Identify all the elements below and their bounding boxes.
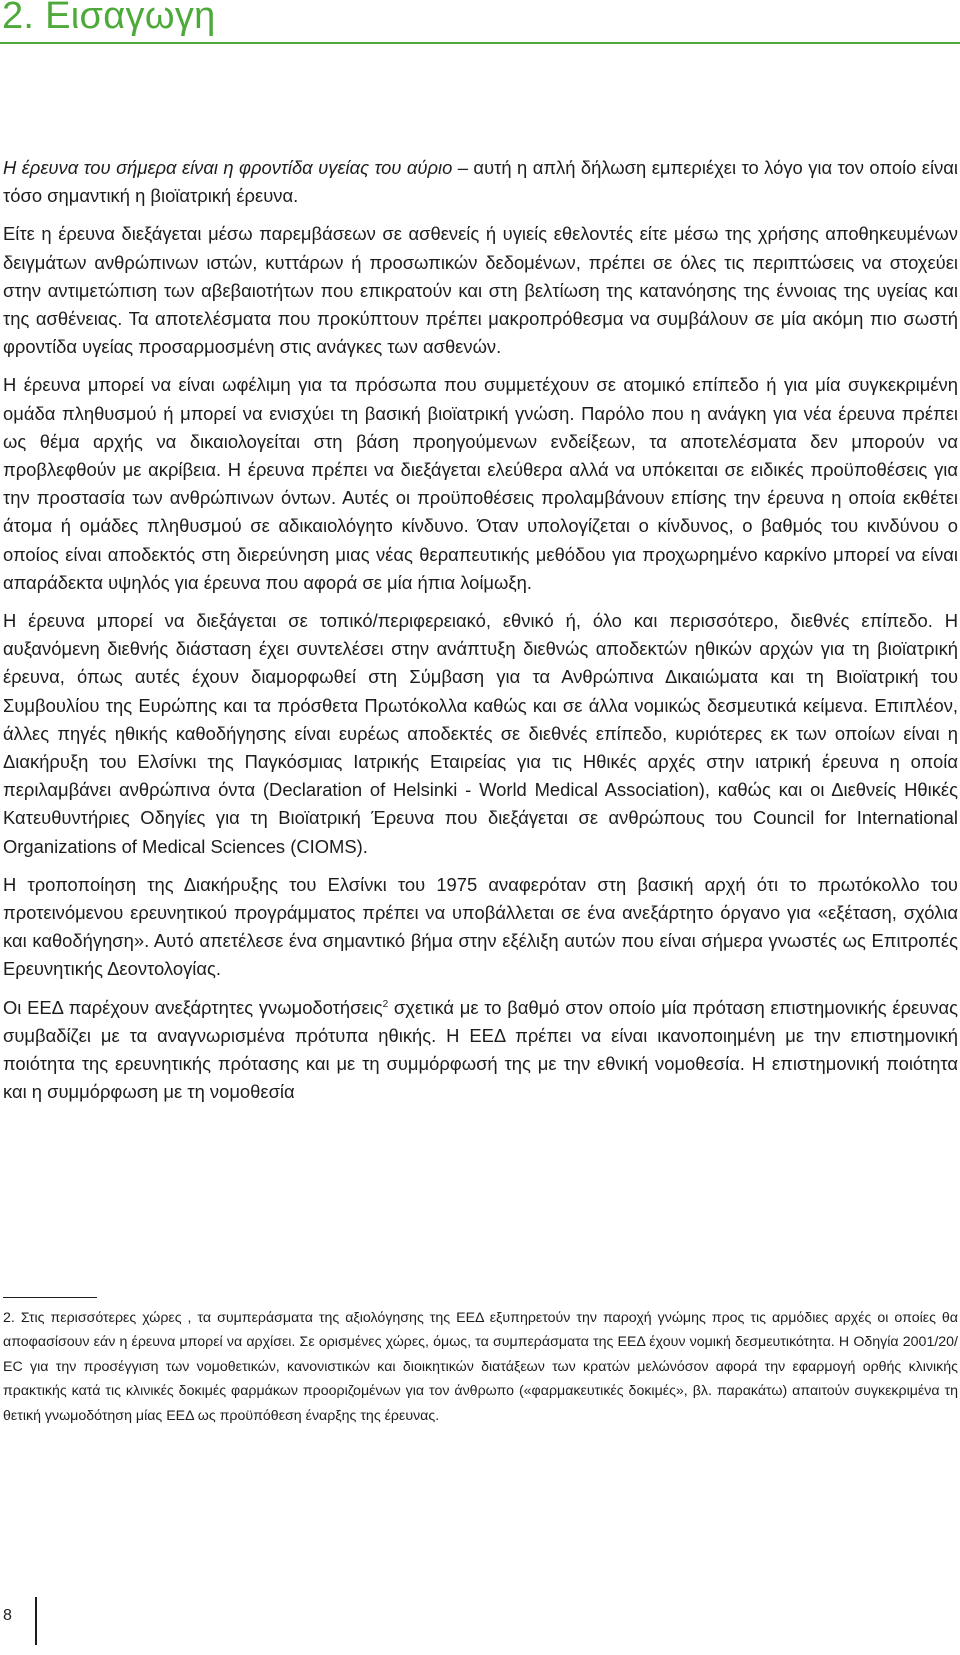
section-heading: 2. Εισαγωγη: [2, 0, 216, 37]
paragraph-5: [3, 994, 958, 1107]
intro-paragraph: [3, 154, 958, 210]
footnote-divider: [3, 1297, 97, 1298]
heading-underline: [0, 42, 960, 44]
paragraph-4: Η τροποποίηση της Διακήρυξης του Ελσίνκι του 1975 αναφερόταν στη βασική αρχή ότι το πρωτόκολλο του προτεινόμενου ερευνητικού προγράμματος πρέπει να υποβάλλεται σε ένα ανεξάρτητο όργανο για «εξέταση, σχόλια και καθοδήγηση». Αυτό απετέλεσε ένα σημαντικό βήμα στην εξέλιξη αυτών που είναι σήμερα γνωστές ως Επιτροπές Ερευνητικής Δεοντολογίας.: [3, 873, 958, 980]
intro-quote: Η έρευνα του σήμερα είναι η φροντίδα υγείας του αύριο: [3, 157, 453, 178]
body-text: [3, 154, 958, 1117]
intro-rest: – αυτή η απλή δήλωση εμπεριέχει το λόγο για τον οποίο είναι τόσο σημαντική η βιοϊατρική έρευνα.: [3, 157, 959, 207]
paragraph-5-end: σχετικά με το βαθμό στον οποίο μία πρόταση επιστημονικής έρευνας συμβαδίζει με τα αναγνωρισμένα πρότυπα ηθικής. Η ΕΕΔ πρέπει να είναι ικανοποιημένη με την επιστημονική ποιότητα της ερευνητικής πρότασης και με τη συμμόρφωσή της με την εθνική νομοθεσία. Η επιστημονική ποιότητα και η συμμόρφωση με τη νομοθεσία: [3, 996, 958, 1103]
footnote-reference[interactable]: 2: [382, 998, 389, 1010]
paragraph-2: Η έρευνα μπορεί να είναι ωφέλιμη για τα πρόσωπα που συμμετέχουν σε ατομικό επίπεδο ή για μία συγκεκριμένη ομάδα πληθυσμού ή μπορεί να ενισχύει τη βασική βιοϊατρική γνώση. Παρόλο που η ανάγκη για νέα έρευνα πρέπει ως θέμα αρχής να δικαιολογείται στη βάση προηγούμενων ενδείξεων, τα αποτελέσματα δεν μπορούν να προβλεφθούν με ακρίβεια. Η έρευνα πρέπει να διεξάγεται ελεύθερα αλλά να υπόκειται σε ειδικές προϋποθέσεις για την προστασία των ανθρώπινων όντων. Αυτές οι προϋποθέσεις προλαμβάνουν επίσης την έρευνα η οποία εκθέτει άτομα ή ομάδες πληθυσμού σε αδικαιολόγητο κίνδυνο. Όταν υπολογίζεται ο κίνδυνος, ο βαθμός του κινδύνου ο οποίος είναι αποδεκτός στη διερεύνηση μιας νέας θεραπευτικής μεθόδου για προχωρημένο καρκίνο μπορεί να είναι απαράδεκτα υψηλός για έρευνα που αφορά σε μία ήπια λοίμωξη.: [3, 374, 958, 593]
paragraph-3: Η έρευνα μπορεί να διεξάγεται σε τοπικό/περιφερειακό, εθνικό ή, όλο και περισσότερο, διεθνές επίπεδο. Η αυξανόμενη διεθνής διάσταση έχει συντελέσει στην ανάπτυξη διεθνώς αποδεκτών ηθικών αρχών για τη βιοϊατρική έρευνα, όπως αυτές έχουν διαμορφωθεί στη Σύμβαση για τα Ανθρώπινα Δικαιώματα και τη Βιοϊατρική του Συμβουλίου της Ευρώπης και τα πρόσθετα Πρωτόκολλα καθώς και σε άλλα νομικώς δεσμευτικά κείμενα. Επιπλέον, άλλες πηγές ηθικής καθοδήγησης είναι ευρέως αποδεκτές σε διεθνές επίπεδο, κυριότερες εκ των οποίων είναι η Διακήρυξη του Ελσίνκι της Παγκόσμιας Ιατρικής Εταιρείας για τις Ηθικές αρχές στην ιατρική έρευνα η οποία περιλαμβάνει ανθρώπινα όντα (Declaration of Helsinki - World Medical Association), καθώς και οι Διεθνείς Ηθικές Κατευθυντήριες Οδηγίες για τη Βιοϊατρική Έρευνα που διεξάγεται σε ανθρώπους του Council for International Organizations of Medical Sciences (CIOMS).: [3, 610, 958, 857]
footnote: 2. Στις περισσότερες χώρες , τα συμπεράσματα της αξιολόγησης της ΕΕΔ εξυπηρετούν την παροχή γνώμης προς τις αρμόδιες αρχές οι οποίες θα αποφασίσουν εάν η έρευνα μπορεί να αρχίσει. Σε ορισμένες χώρες, όμως, τα συμπεράσματα της ΕΕΔ έχουν νομική δεσμευτικότητα. Η Οδηγία 2001/20/ΕC για την προσέγγιση των νομοθετικών, κανονιστικών και διοικητικών διατάξεων των κρατών μελώνόσον αφορά την εφαρμογή ορθής κλινικής πρακτικής κατά τις κλινικές δοκιμές φαρμάκων προοριζομένων για τον άνθρωπο («φαρμακευτικές δοκιμές», βλ. παρακάτω) απαιτούν συγκεκριμένα τη θετική γνωμοδότηση μίας ΕΕΔ ως προϋπόθεση έναρξης της έρευνας.: [3, 1310, 958, 1424]
page-number: 8: [3, 1607, 12, 1624]
page-number-bar: [35, 1597, 37, 1645]
paragraph-1: Είτε η έρευνα διεξάγεται μέσω παρεμβάσεων σε ασθενείς ή υγιείς εθελοντές είτε μέσω της χρήσης αποθηκευμένων δειγμάτων ανθρώπινων ιστών, κυττάρων ή προσωπικών δεδομένων, πρέπει σε όλες τις περιπτώσεις να στοχεύει στην αντιμετώπιση των αβεβαιοτήτων που επικρατούν και στη βελτίωση της κατανόησης της έννοιας της υγείας και της ασθένειας. Τα αποτελέσματα που προκύπτουν πρέπει μακροπρόθεσμα να συμβάλουν σε μία ακόμη πιο σωστή φροντίδα υγείας προσαρμοσμένη στις ανάγκες των ασθενών.: [3, 223, 958, 358]
paragraph-5-start: Οι ΕΕΔ παρέχουν ανεξάρτητες γνωμοδοτήσεις: [3, 996, 383, 1018]
